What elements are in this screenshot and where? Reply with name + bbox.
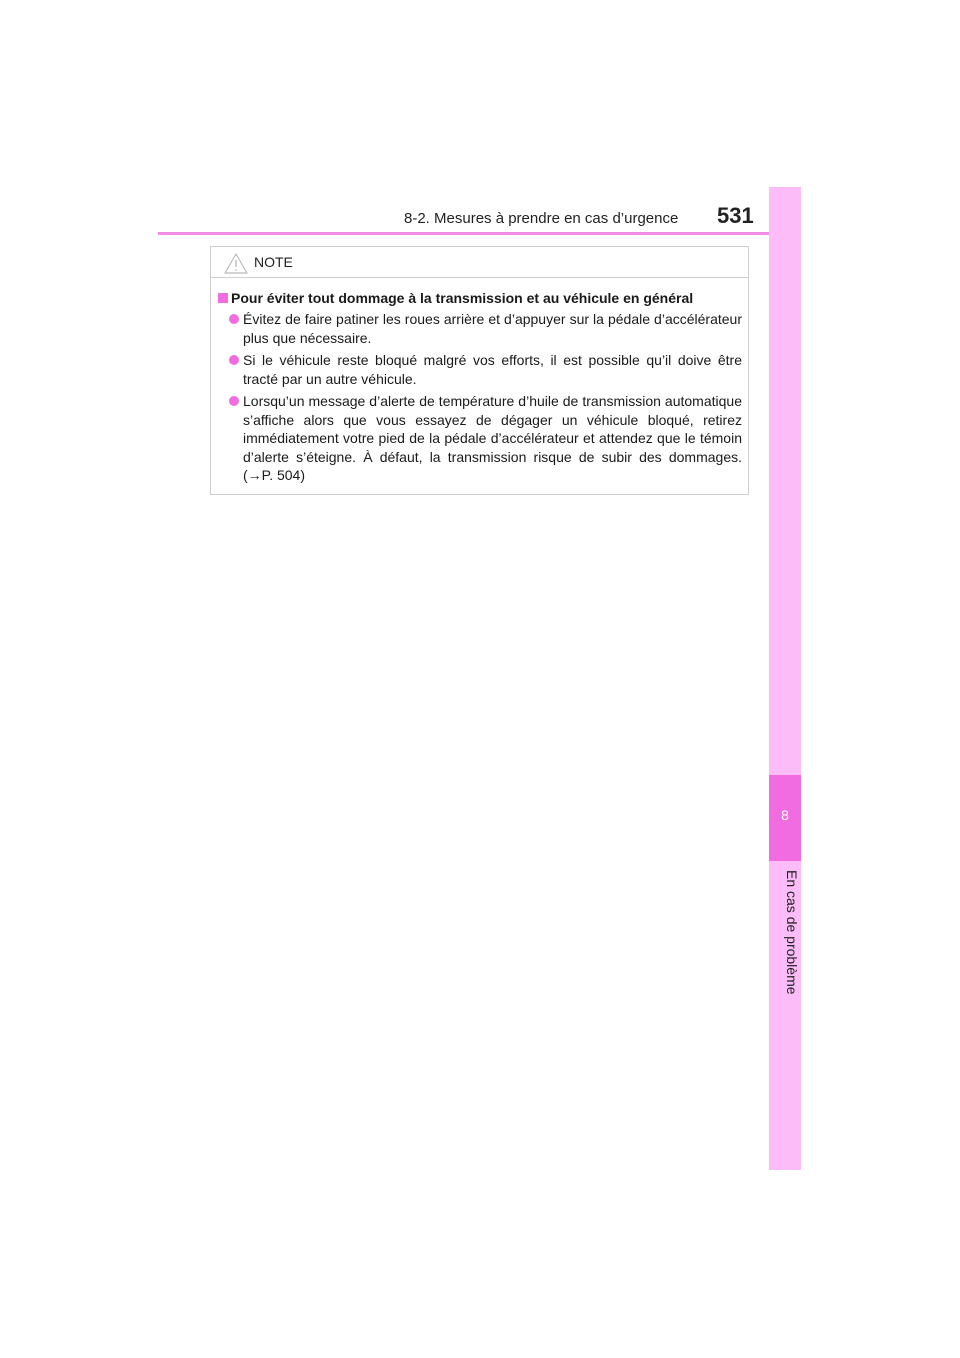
chapter-number: 8 (781, 807, 789, 823)
chapter-title: En cas de problème (784, 870, 800, 995)
note-header (211, 247, 748, 278)
note-heading-text: Pour éviter tout dommage à la transmission et au véhicule en général (231, 290, 694, 306)
list-item-text: Lorsqu’un message d’alerte de température d’huile de transmission automatique s’affiche alors que vous essayez de dégager un véhicule bloqué, retirez immédiatement votre pied de la pédale d’accélérateur et attendez que le témoin d’alerte s’éteigne. À défaut, la transmission risque de subir des dommages. (→P. 504) (243, 393, 742, 483)
list-item (217, 392, 742, 485)
bullet-dot-icon (229, 355, 239, 365)
bullet-dot-icon (229, 396, 239, 406)
header-rule (158, 232, 800, 235)
note-body (211, 278, 748, 485)
list-item-text: Si le véhicule reste bloqué malgré vos efforts, il est possible qu’il doive être tracté par un autre véhicule. (243, 352, 742, 387)
list-item (217, 310, 742, 347)
warning-triangle-icon (224, 253, 248, 274)
note-heading (217, 288, 742, 308)
section-title: 8-2. Mesures à prendre en cas d’urgence (404, 210, 679, 227)
list-item-text: Évitez de faire patiner les roues arrière et d’appuyer sur la pédale d’accélérateur plus que nécessaire. (243, 311, 742, 346)
list-item (217, 351, 742, 388)
square-bullet-icon (218, 293, 228, 303)
chapter-tab (769, 775, 801, 861)
bullet-dot-icon (229, 314, 239, 324)
note-box (210, 246, 749, 495)
note-label: NOTE (254, 254, 293, 270)
page-number: 531 (717, 203, 754, 228)
